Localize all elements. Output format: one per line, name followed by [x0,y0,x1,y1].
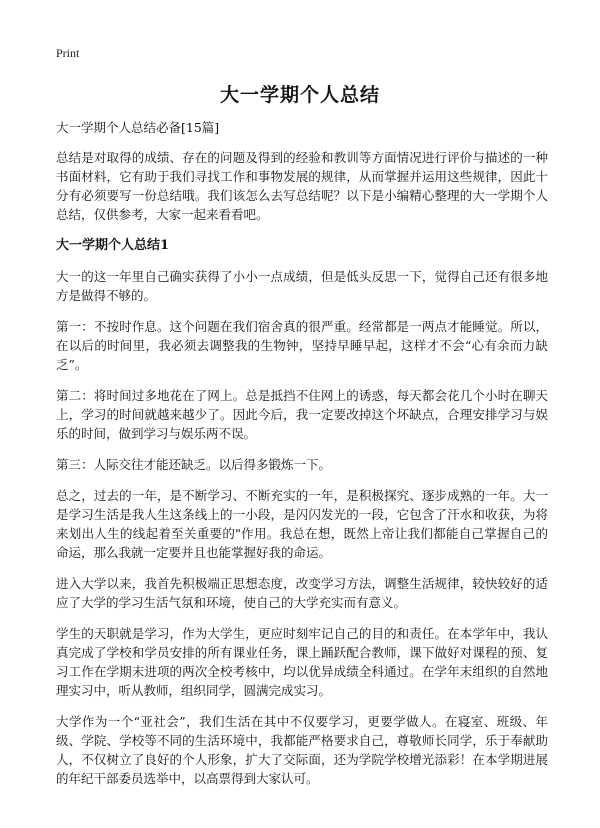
paragraph: 第二：将时间过多地花在了网上。总是抵挡不住网上的诱惑，每天都会花几个小时在聊天上，学习的时间就越来越少了。因此今后，我一定要改掉这个坏缺点，合理安排学习与娱乐的时间，做到学习与娱乐两不误。 [56,388,548,441]
paragraph: 总之，过去的一年，是不断学习、不断充实的一年，是积极探究、逐步成熟的一年。大一是学习生活是我人生这条线上的一小段，是闪闪发光的一段，它包含了汗水和收获，为将来划出人生的线起着至关重要的"作用。我总在想，既然上帝让我们都能自己掌握自己的命运，那么我就一定要并且也能掌握好我的命运。 [56,488,548,560]
intro-paragraph: 总结是对取得的成绩、存在的问题及得到的经验和教训等方面情况进行评价与描述的一种书面材料，它有助于我们寻找工作和事物发展的规律，从而掌握并运用这些规律，因此十分有必须要写一份总结哦。我们该怎么去写总结呢？以下是小编精心整理的大一学期个人总结，仅供参考，大家一起来看看吧。 [56,150,548,222]
paragraph: 第三：人际交往才能还缺乏。以后得多锻炼一下。 [56,457,332,472]
paragraph: 第一：不按时作息。这个问题在我们宿舍真的很严重。经常都是一两点才能睡觉。所以，在以后的时间里，我必须去调整我的生物钟，坚持早睡早起，这样才不会“心有余而力缺乏”。 [56,319,548,372]
paragraph: 学生的天职就是学习，作为大学生，更应时刻牢记自己的目的和责任。在本学年中，我认真完成了学校和学员安排的所有课业任务，课上踊跃配合教师，课下做好对课程的预、复习工作在学期末进项的两次全校考核中，均以优异成绩全科通过。在学年末组织的自然地理实习中，听从教师，组织同学，圆满完成实习。 [56,626,548,698]
paragraph: 进入大学以来，我首先积极端正思想态度，改变学习方法，调整生活规律，较快较好的适应了大学的学习生活气氛和环境，使自己的大学充实而有意义。 [56,576,548,610]
article-body [56,118,548,800]
paragraph: 大一的这一年里自己确实获得了小小一点成绩，但是低头反思一下，觉得自己还有很多地方是做得不够的。 [56,269,548,303]
section-heading: 大一学期个人总结1 [56,238,170,253]
page-title: 大一学期个人总结 [219,84,380,106]
paragraph: 大学作为一个“亚社会”，我们生活在其中不仅要学习，更要学做人。在寝室、班级、年级、学院、学校等不同的生活环境中，我都能严格要求自己，尊敬师长同学，乐于奉献助人，不仅树立了良好的个人形象，扩大了交际面，还为学院学校增光添彩！在本学期进展的年纪干部委员选举中，以高票得到大家认可。 [56,714,548,786]
article-subtitle: 大一学期个人总结必备[15篇] [56,120,220,135]
print-link[interactable]: Print [56,46,80,60]
